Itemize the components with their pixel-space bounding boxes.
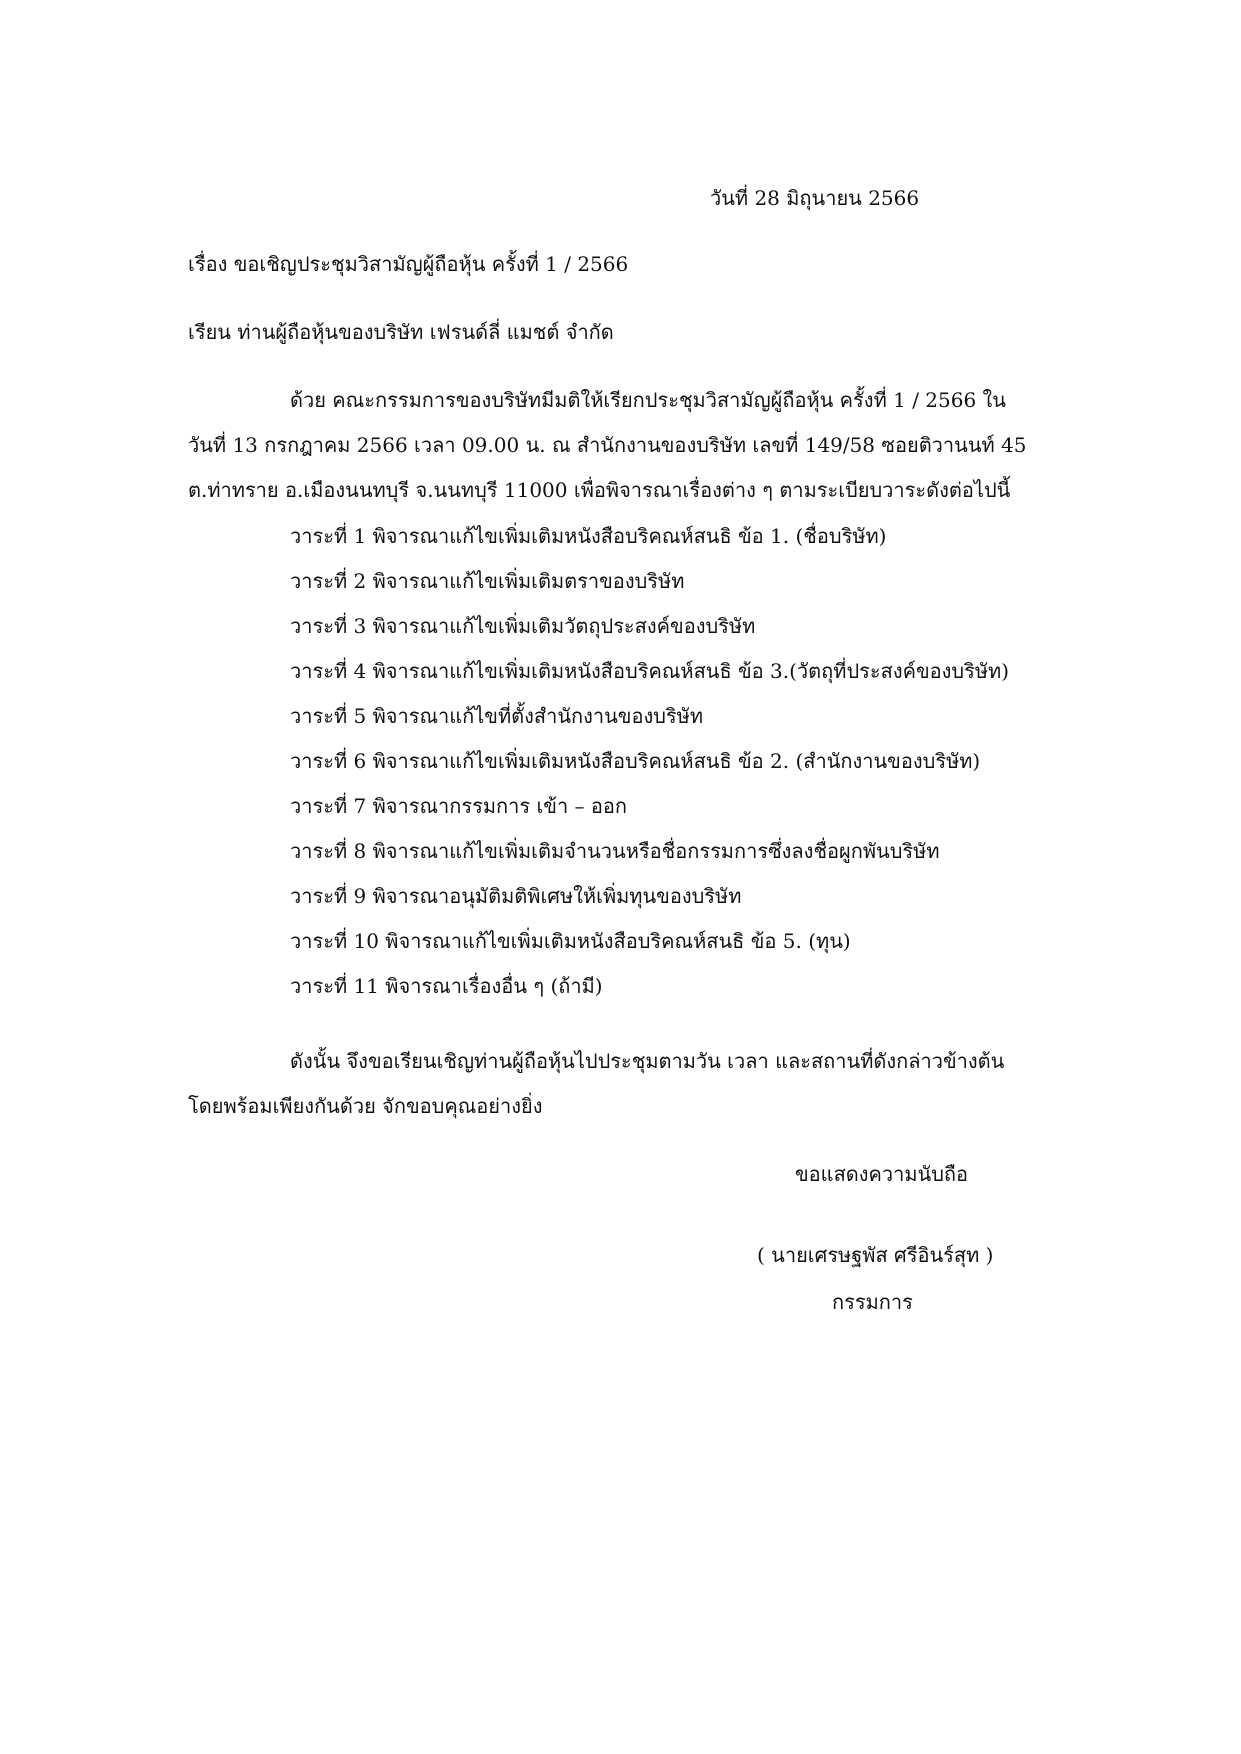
letter-salutation: เรียน ท่านผู้ถือหุ้นของบริษัท เฟรนด์ลี่ แมชต์ จำกัด <box>188 320 614 344</box>
agenda-item: วาระที่ 7 พิจารณากรรมการ เข้า – ออก <box>290 794 628 818</box>
agenda-item: วาระที่ 4 พิจารณาแก้ไขเพิ่มเติมหนังสือบริคณห์สนธิ ข้อ 3.(วัตถุที่ประสงค์ของบริษัท) <box>290 659 1010 683</box>
agenda-item: วาระที่ 5 พิจารณาแก้ไขที่ตั้งสำนักงานของบริษัท <box>290 704 704 728</box>
agenda-item: วาระที่ 11 พิจารณาเรื่องอื่น ๆ (ถ้ามี) <box>290 974 603 998</box>
letter-date: วันที่ 28 มิถุนายน 2566 <box>710 186 920 210</box>
closing-paragraph-line: โดยพร้อมเพียงกันด้วย จักขอบคุณอย่างยิ่ง <box>188 1094 543 1118</box>
agenda-item: วาระที่ 8 พิจารณาแก้ไขเพิ่มเติมจำนวนหรือชื่อกรรมการซึ่งลงชื่อผูกพันบริษัท <box>290 839 940 863</box>
intro-paragraph-line: วันที่ 13 กรกฎาคม 2566 เวลา 09.00 น. ณ สำนักงานของบริษัท เลขที่ 149/58 ซอยติวานนท์ 45 <box>188 433 1027 457</box>
agenda-item: วาระที่ 2 พิจารณาแก้ไขเพิ่มเติมตราของบริษัท <box>290 569 685 593</box>
agenda-item: วาระที่ 3 พิจารณาแก้ไขเพิ่มเติมวัตถุประสงค์ของบริษัท <box>290 614 756 638</box>
signer-position: กรรมการ <box>832 1290 913 1314</box>
intro-paragraph-line: ต.ท่าทราย อ.เมืองนนทบุรี จ.นนทบุรี 11000 เพื่อพิจารณาเรื่องต่าง ๆ ตามระเบียบวาระดังต่อไปนี้ <box>188 478 1011 502</box>
agenda-item: วาระที่ 10 พิจารณาแก้ไขเพิ่มเติมหนังสือบริคณห์สนธิ ข้อ 5. (ทุน) <box>290 929 851 953</box>
intro-paragraph-line: ด้วย คณะกรรมการของบริษัทมีมติให้เรียกประชุมวิสามัญผู้ถือหุ้น ครั้งที่ 1 / 2566 ใน <box>290 388 1006 412</box>
agenda-item: วาระที่ 9 พิจารณาอนุมัติมติพิเศษให้เพิ่มทุนของบริษัท <box>290 884 742 908</box>
agenda-item: วาระที่ 6 พิจารณาแก้ไขเพิ่มเติมหนังสือบริคณห์สนธิ ข้อ 2. (สำนักงานของบริษัท) <box>290 749 981 773</box>
signer-name: ( นายเศรษฐพัส ศรีอินร์สุท ) <box>757 1243 994 1267</box>
complimentary-close: ขอแสดงความนับถือ <box>795 1162 969 1186</box>
closing-paragraph-line: ดังนั้น จึงขอเรียนเชิญท่านผู้ถือหุ้นไปประชุมตามวัน เวลา และสถานที่ดังกล่าวข้างต้น <box>290 1049 1005 1073</box>
letter-subject: เรื่อง ขอเชิญประชุมวิสามัญผู้ถือหุ้น ครั้งที่ 1 / 2566 <box>188 252 629 276</box>
agenda-item: วาระที่ 1 พิจารณาแก้ไขเพิ่มเติมหนังสือบริคณห์สนธิ ข้อ 1. (ชื่อบริษัท) <box>290 524 887 548</box>
